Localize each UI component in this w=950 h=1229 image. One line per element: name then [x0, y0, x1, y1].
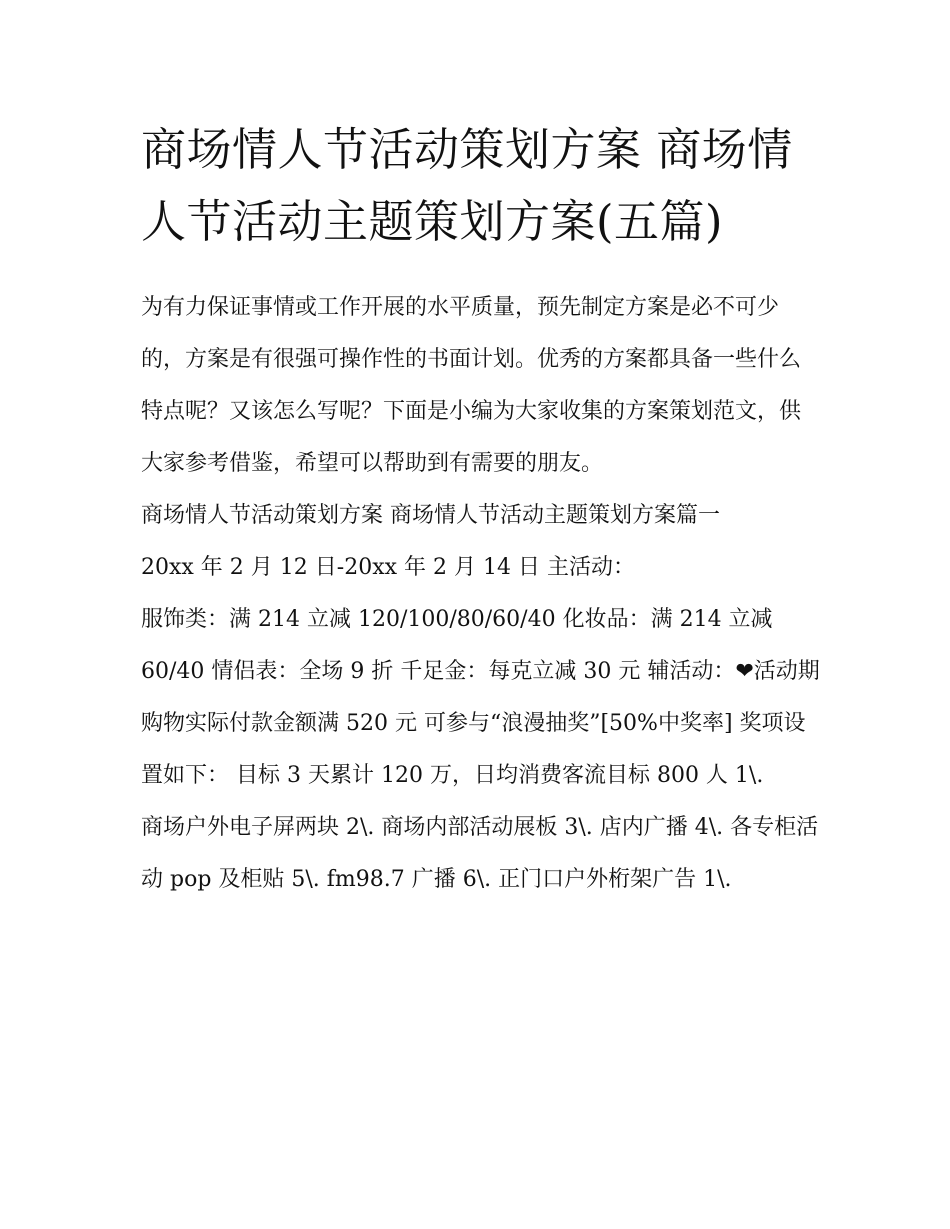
document-title: 商场情人节活动策划方案 商场情人节活动主题策划方案(五篇) — [141, 123, 793, 248]
document-page — [141, 0, 821, 906]
promotion-channels-paragraph: 商场户外电子屏两块 2\. 商场内部活动展板 3\. 店内广播 4\. 各专柜活动 pop 及柜贴 5\. fm98.7 广播 6\. 正门口户外桁架广告 1\. — [141, 815, 819, 892]
event-dates-paragraph: 20xx 年 2 月 12 日-20xx 年 2 月 14 日 主活动： — [141, 555, 635, 580]
section-heading: 商场情人节活动策划方案 商场情人节活动主题策划方案篇一 — [141, 503, 720, 528]
promotion-details-paragraph: 服饰类：满 214 立减 120/100/80/60/40 化妆品：满 214 立减 60/40 情侣表：全场 9 折 千足金：每克立减 30 元 辅活动：❤活动期购物实际付款金额满 520 元 可参与“浪漫抽奖”[50%中奖率] 奖项设置如下： 目标 3 天累计 120 万，日均消费客流目标 800 人 1\. — [141, 607, 820, 788]
intro-paragraph: 为有力保证事情或工作开展的水平质量，预先制定方案是必不可少的，方案是有很强可操作性的书面计划。优秀的方案都具备一些什么特点呢？又该怎么写呢？下面是小编为大家收集的方案策划范文，供大家参考借鉴，希望可以帮助到有需要的朋友。 — [141, 295, 802, 476]
